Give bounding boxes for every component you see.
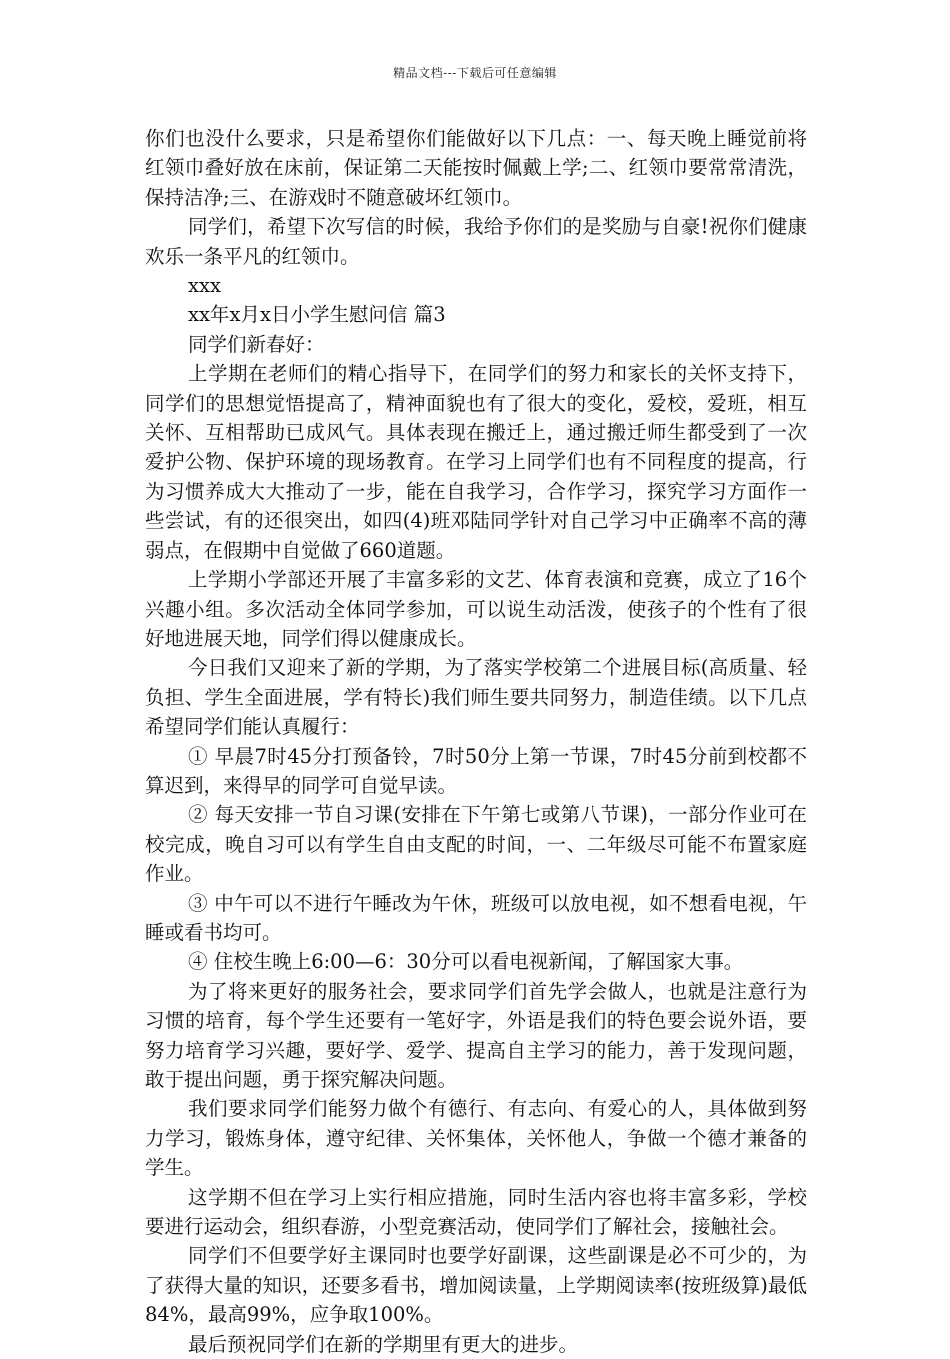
page-header: 精品文档---下载后可任意编辑 (393, 66, 557, 80)
list-item: ③ 中午可以不进行午睡改为午休，班级可以放电视，如不想看电视，午睡或看书均可。 (145, 891, 807, 944)
paragraph: 同学们，希望下次写信的时候，我给予你们的是奖励与自豪!祝你们健康欢乐一条平凡的红领巾。 (145, 215, 807, 268)
list-item: ① 早晨7时45分打预备铃，7时50分上第一节课，7时45分前到校都不算迟到，来得早的同学可自觉早读。 (145, 744, 807, 797)
list-item: ② 每天安排一节自习课(安排在下午第七或第八节课)，一部分作业可在校完成，晚自习可以有学生自由支配的时间，一、二年级尽可能不布置家庭作业。 (145, 803, 807, 886)
paragraph: 同学们不但要学好主课同时也要学好副课，这些副课是必不可少的，为了获得大量的知识，还要多看书，增加阅读量，上学期阅读率(按班级算)最低84%，最高99%，应争取100%。 (145, 1244, 807, 1327)
signature: xxx (188, 274, 221, 298)
paragraph: 我们要求同学们能努力做个有德行、有志向、有爱心的人，具体做到努力学习，锻炼身体，遵守纪律、关怀集体，关怀他人，争做一个德才兼备的学生。 (145, 1097, 807, 1180)
greeting: 同学们新春好： (188, 332, 325, 356)
list-item: ④ 住校生晚上6:00—6：30分可以看电视新闻，了解国家大事。 (188, 950, 744, 974)
paragraph: 为了将来更好的服务社会，要求同学们首先学会做人，也就是注意行为习惯的培育，每个学生还要有一笔好字，外语是我们的特色要会说外语，要努力培育学习兴趣，要好学、爱学、提高自主学习的能力，善于发现问题，敢于提出问题，勇于探究解决问题。 (145, 979, 807, 1091)
closing-paragraph: 最后预祝同学们在新的学期里有更大的进步。 (188, 1332, 579, 1356)
paragraph: 上学期小学部还开展了丰富多彩的文艺、体育表演和竞赛，成立了16个兴趣小组。多次活动全体同学参加，可以说生动活泼，使孩子的个性有了很好地进展天地，同学们得以健康成长。 (145, 568, 807, 650)
document-body (145, 124, 807, 1359)
paragraph: 上学期在老师们的精心指导下，在同学们的努力和家长的关怀支持下，同学们的思想觉悟提高了，精神面貌也有了很大的变化，爱校，爱班，相互关怀、互相帮助已成风气。具体表现在搬迁上，通过搬迁师生都受到了一次爱护公物、保护环境的现场教育。在学习上同学们也有不同程度的提高，行为习惯养成大大推动了一步，能在自我学习，合作学习，探究学习方面作一些尝试，有的还很突出，如四(4)班邓陆同学针对自己学习中正确率不高的薄弱点，在假期中自觉做了660道题。 (145, 362, 807, 562)
paragraph: 今日我们又迎来了新的学期，为了落实学校第二个进展目标(高质量、轻负担、学生全面进展，学有特长)我们师生要共同努力，制造佳绩。以下几点希望同学们能认真履行： (145, 656, 807, 739)
paragraph: 这学期不但在学习上实行相应措施，同时生活内容也将丰富多彩，学校要进行运动会，组织春游，小型竞赛活动，使同学们了解社会，接触社会。 (145, 1185, 807, 1239)
letter-title: xx年x月x日小学生慰问信 篇3 (188, 303, 446, 327)
paragraph: 你们也没什么要求，只是希望你们能做好以下几点：一、每天晚上睡觉前将红领巾叠好放在床前，保证第二天能按时佩戴上学;二、红领巾要常常清洗，保持洁净;三、在游戏时不随意破坏红领巾。 (145, 127, 807, 209)
